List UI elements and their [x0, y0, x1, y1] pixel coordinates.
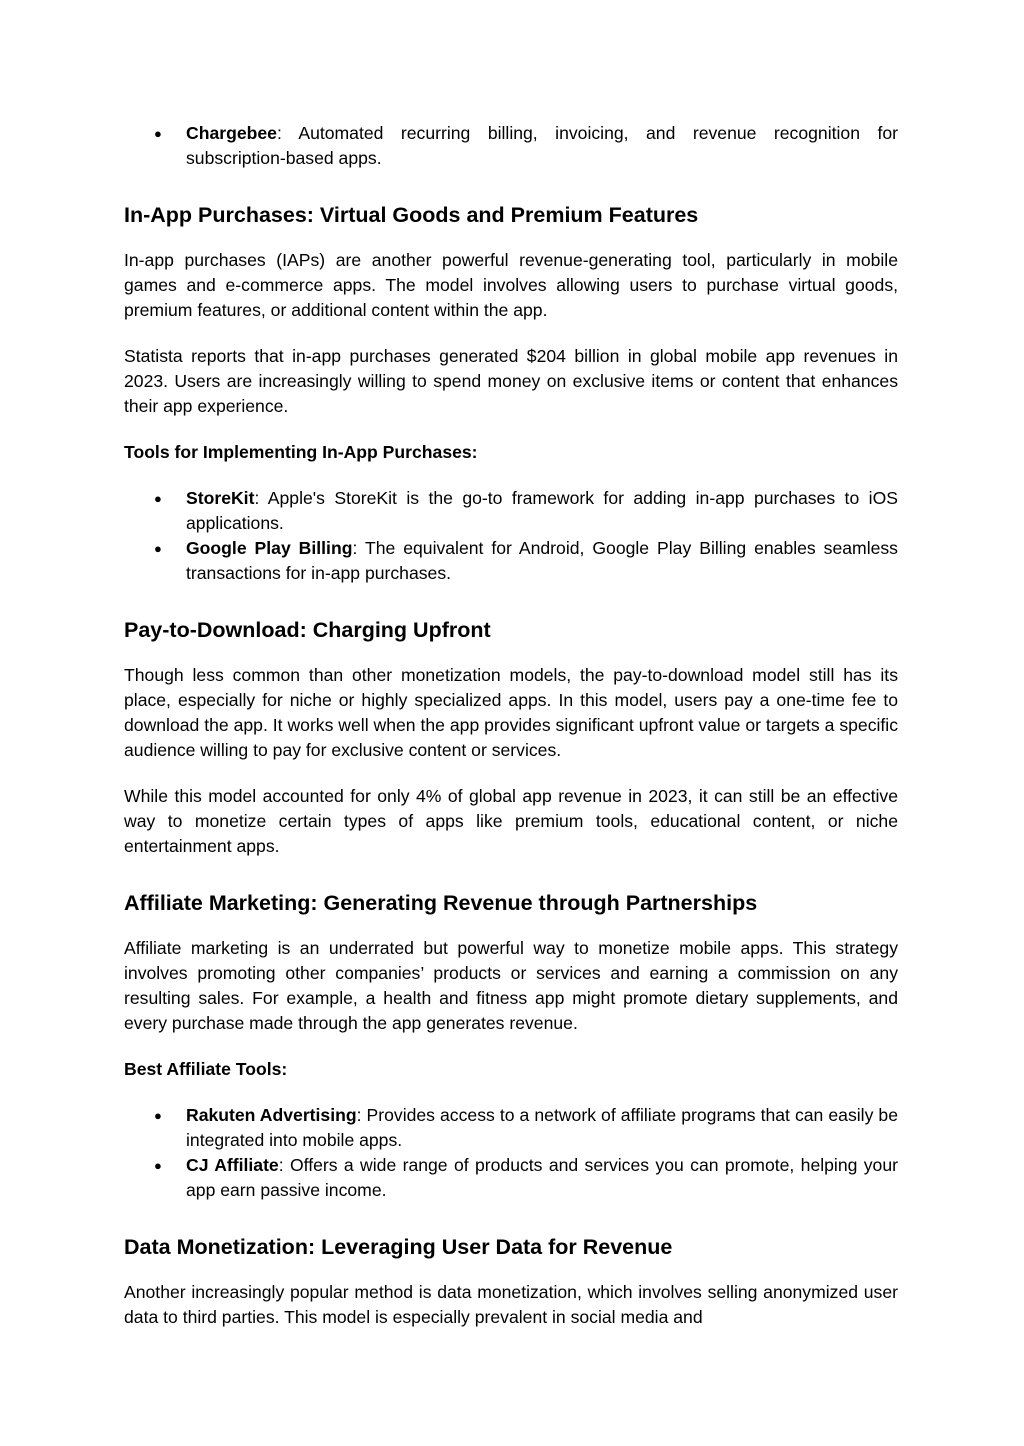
paragraph: While this model accounted for only 4% of global app revenue in 2023, it can still be an effective way to monetize certain types of apps like premium tools, educational content, or niche entertainment apps. [124, 786, 898, 856]
section-heading-pay-to-download: Pay-to-Download: Charging Upfront [124, 618, 491, 642]
list-item [186, 1103, 898, 1153]
list-item-term: Rakuten Advertising [186, 1105, 357, 1125]
subheading-iap-tools: Tools for Implementing In-App Purchases: [124, 442, 478, 462]
list-item-text: : Apple's StoreKit is the go-to framework for adding in-app purchases to iOS applications. [186, 488, 898, 533]
list-item [186, 121, 898, 171]
list-item-term: StoreKit [186, 488, 255, 508]
list-item-text: : Automated recurring billing, invoicing, and revenue recognition for subscription-based apps. [186, 123, 898, 168]
list-item-term: Google Play Billing [186, 538, 353, 558]
paragraph: Though less common than other monetization models, the pay-to-download model still has its place, especially for niche or highly specialized apps. In this model, users pay a one-time fee to download the app. It works well when the app provides significant upfront value or targets a specific audience willing to pay for exclusive content or services. [124, 665, 898, 760]
list-item [186, 536, 898, 586]
list-item-text: : The equivalent for Android, Google Play Billing enables seamless transactions for in-app purchases. [186, 538, 898, 583]
tools-list-top [124, 121, 898, 171]
list-item [186, 486, 898, 536]
paragraph: In-app purchases (IAPs) are another powerful revenue-generating tool, particularly in mobile games and e-commerce apps. The model involves allowing users to purchase virtual goods, premium features, or additional content within the app. [124, 250, 898, 320]
list-item [186, 1153, 898, 1203]
paragraph: Statista reports that in-app purchases generated $204 billion in global mobile app revenues in 2023. Users are increasingly willing to spend money on exclusive items or content that enhances their app experience. [124, 346, 898, 416]
list-item-term: Chargebee [186, 123, 277, 143]
affiliate-tools-list [124, 1103, 898, 1203]
section-heading-in-app-purchases: In-App Purchases: Virtual Goods and Premium Features [124, 203, 699, 227]
paragraph: Affiliate marketing is an underrated but powerful way to monetize mobile apps. This strategy involves promoting other companies’ products or services and earning a commission on any resulting sales. For example, a health and fitness app might promote dietary supplements, and every purchase made through the app generates revenue. [124, 938, 898, 1033]
list-item-term: CJ Affiliate [186, 1155, 279, 1175]
document-page [124, 121, 898, 1351]
section-heading-affiliate-marketing: Affiliate Marketing: Generating Revenue through Partnerships [124, 891, 758, 915]
subheading-affiliate-tools: Best Affiliate Tools: [124, 1059, 288, 1079]
list-item-text: : Provides access to a network of affiliate programs that can easily be integrated into mobile apps. [186, 1105, 898, 1150]
paragraph: Another increasingly popular method is data monetization, which involves selling anonymized user data to third parties. This model is especially prevalent in social media and [124, 1282, 898, 1327]
section-heading-data-monetization: Data Monetization: Leveraging User Data for Revenue [124, 1235, 673, 1259]
iap-tools-list [124, 486, 898, 586]
list-item-text: : Offers a wide range of products and services you can promote, helping your app earn passive income. [186, 1155, 898, 1200]
